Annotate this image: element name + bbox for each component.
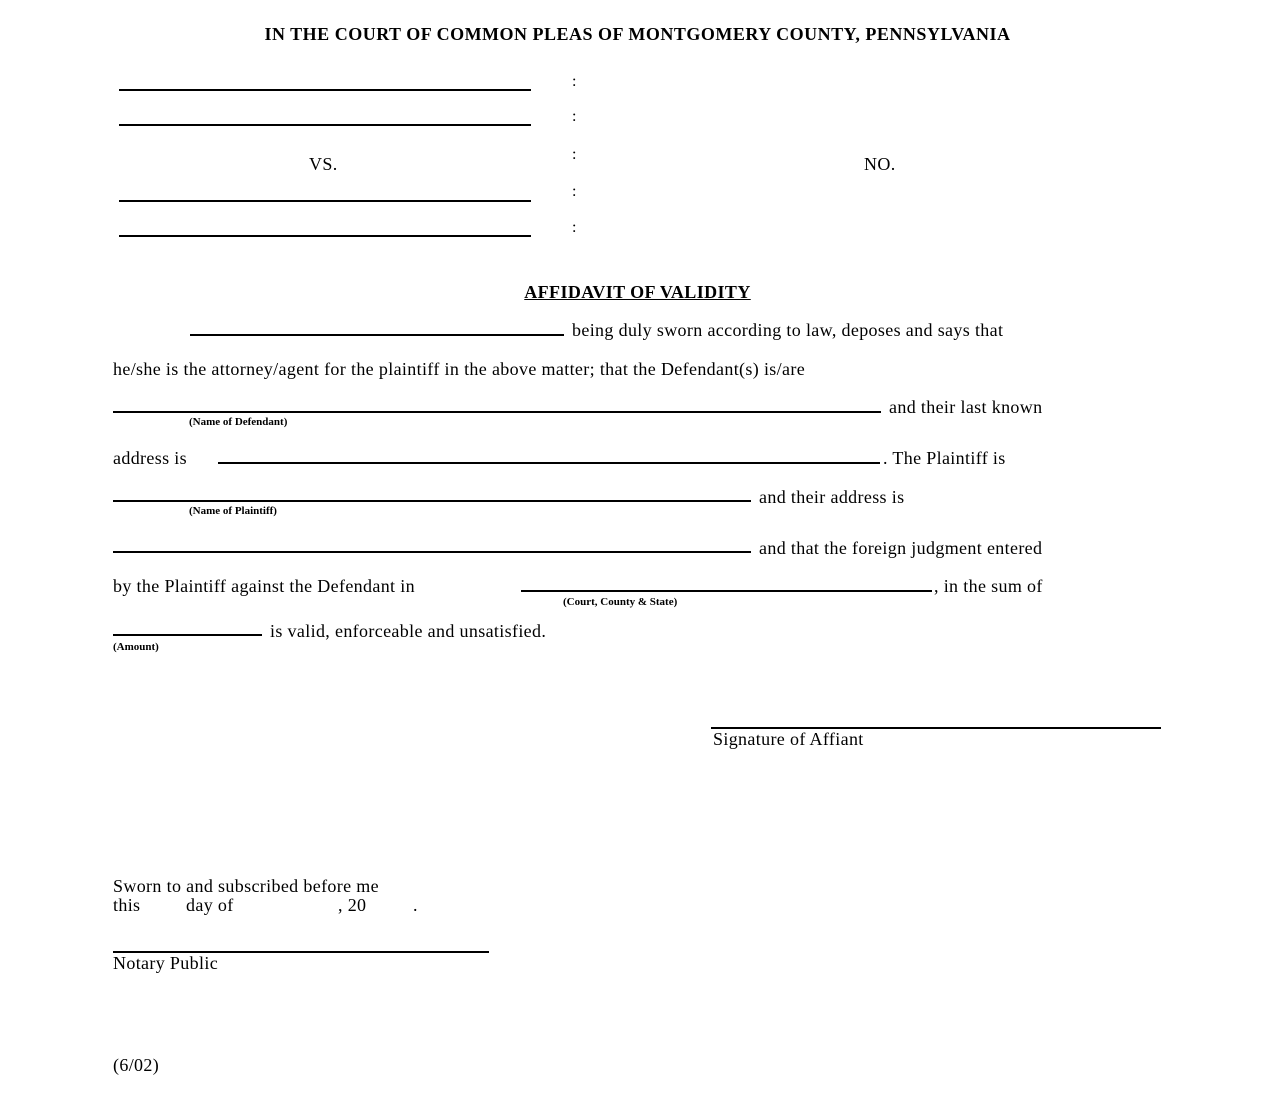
court-header: IN THE COURT OF COMMON PLEAS OF MONTGOMERY COUNTY, PENNSYLVANIA: [264, 24, 1011, 44]
notary-this: this: [113, 895, 141, 915]
case-number-label: NO.: [864, 154, 896, 174]
court-county-state-caption: (Court, County & State): [563, 596, 678, 608]
plaintiff-address-line[interactable]: [113, 551, 751, 553]
body-line-4-suffix: . The Plaintiff is: [883, 448, 1006, 468]
body-line-6: and that the foreign judgment entered: [759, 538, 1043, 558]
form-revision: (6/02): [113, 1055, 160, 1075]
body-line-8: is valid, enforceable and unsatisfied.: [270, 621, 547, 641]
notary-year: , 20: [338, 895, 367, 915]
plaintiff-line-2[interactable]: [119, 124, 531, 126]
notary-day-of: day of: [186, 895, 234, 915]
plaintiff-name-caption: (Name of Plaintiff): [189, 505, 277, 517]
document-title: AFFIDAVIT OF VALIDITY: [524, 282, 751, 302]
amount-line[interactable]: [113, 634, 262, 636]
amount-caption: (Amount): [113, 641, 159, 653]
affiant-name-line[interactable]: [190, 334, 564, 336]
body-line-7-suffix: , in the sum of: [934, 576, 1043, 596]
body-line-5: and their address is: [759, 487, 905, 507]
defendant-line-2[interactable]: [119, 235, 531, 237]
plaintiff-name-line[interactable]: [113, 500, 751, 502]
vs-label: VS.: [309, 154, 338, 174]
affiant-signature-label: Signature of Affiant: [713, 729, 864, 749]
caption-colon: :: [572, 146, 577, 163]
defendant-name-line[interactable]: [113, 411, 881, 413]
body-line-2: he/she is the attorney/agent for the plaintiff in the above matter; that the Defendant(s) is/are: [113, 359, 806, 379]
caption-colon: :: [572, 108, 577, 125]
body-line-1: being duly sworn according to law, deposes and says that: [572, 320, 1004, 340]
court-county-state-line[interactable]: [521, 590, 932, 592]
caption-colon: :: [572, 219, 577, 236]
notary-public-label: Notary Public: [113, 953, 219, 973]
defendant-name-caption: (Name of Defendant): [189, 416, 288, 428]
body-line-3: and their last known: [889, 397, 1043, 417]
plaintiff-line-1[interactable]: [119, 89, 531, 91]
notary-period: .: [413, 895, 418, 915]
defendant-line-1[interactable]: [119, 200, 531, 202]
body-line-4-prefix: address is: [113, 448, 187, 468]
body-line-7-prefix: by the Plaintiff against the Defendant in: [113, 576, 415, 596]
defendant-address-line[interactable]: [218, 462, 880, 464]
caption-colon: :: [572, 183, 577, 200]
caption-colon: :: [572, 73, 577, 90]
sworn-statement: Sworn to and subscribed before me: [113, 876, 379, 896]
